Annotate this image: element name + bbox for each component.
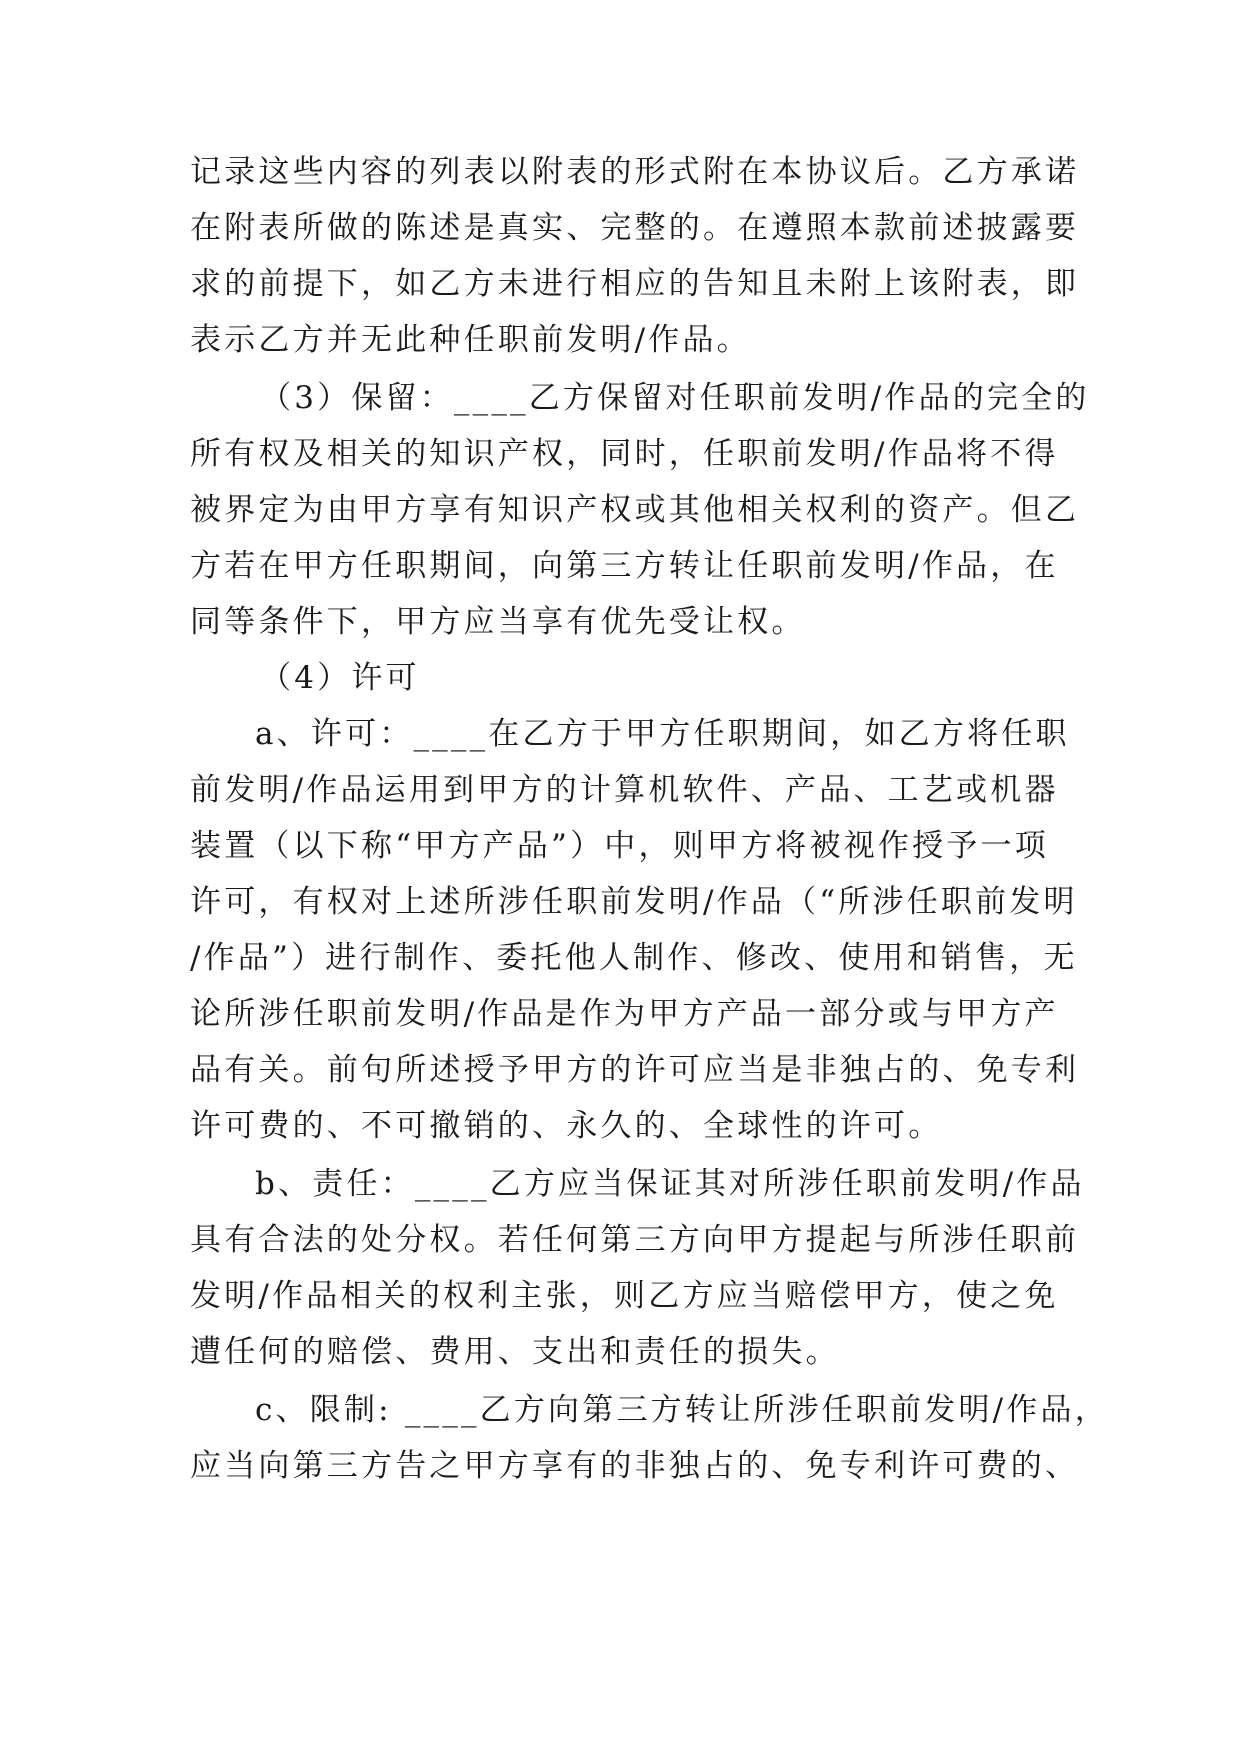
text-line: 所有权及相关的知识产权，同时，任职前发明/作品将不得 bbox=[190, 436, 1059, 472]
text-line: 论所涉任职前发明/作品是作为甲方产品一部分或与甲方产 bbox=[190, 996, 1059, 1032]
text-line: 求的前提下，如乙方未进行相应的告知且未附上该附表，即 bbox=[190, 266, 1080, 302]
text-line: b、责任：____乙方应当保证其对所涉任职前发明/作品 bbox=[255, 1166, 1085, 1202]
text-line: 具有合法的处分权。若任何第三方向甲方提起与所涉任职前 bbox=[190, 1222, 1080, 1258]
text-line: （4）许可 bbox=[260, 660, 420, 696]
text-line: 在附表所做的陈述是真实、完整的。在遵照本款前述披露要 bbox=[190, 210, 1080, 246]
text-line: 表示乙方并无此种任职前发明/作品。 bbox=[190, 322, 751, 358]
text-line: c、限制: ____乙方向第三方转让所涉任职前发明/作品， bbox=[255, 1392, 1109, 1428]
text-line: 发明/作品相关的权利主张，则乙方应当赔偿甲方，使之免 bbox=[190, 1278, 1059, 1314]
text-line: 装置（以下称“甲方产品”）中，则甲方将被视作授予一项 bbox=[190, 828, 1049, 864]
text-line: （3）保留：____乙方保留对任职前发明/作品的完全的 bbox=[260, 380, 1090, 416]
text-line: 被界定为由甲方享有知识产权或其他相关权利的资产。但乙 bbox=[190, 492, 1080, 528]
text-line: 记录这些内容的列表以附表的形式附在本协议后。乙方承诺 bbox=[190, 154, 1080, 190]
text-line: a、许可：____在乙方于甲方任职期间，如乙方将任职 bbox=[255, 716, 1070, 752]
text-line: 前发明/作品运用到甲方的计算机软件、产品、工艺或机器 bbox=[190, 772, 1059, 808]
text-line: 应当向第三方告之甲方享有的非独占的、免专利许可费的、 bbox=[190, 1448, 1080, 1484]
text-line: 遭任何的赔偿、费用、支出和责任的损失。 bbox=[190, 1334, 840, 1370]
text-line: /作品”）进行制作、委托他人制作、修改、使用和销售，无 bbox=[190, 940, 1078, 976]
text-line: 同等条件下，甲方应当享有优先受让权。 bbox=[190, 604, 806, 640]
text-line: 方若在甲方任职期间，向第三方转让任职前发明/作品，在 bbox=[190, 548, 1059, 584]
text-line: 许可费的、不可撤销的、永久的、全球性的许可。 bbox=[190, 1108, 943, 1144]
text-line: 品有关。前句所述授予甲方的许可应当是非独占的、免专利 bbox=[190, 1052, 1080, 1088]
text-line: 许可，有权对上述所涉任职前发明/作品（“所涉任职前发明 bbox=[190, 884, 1078, 920]
